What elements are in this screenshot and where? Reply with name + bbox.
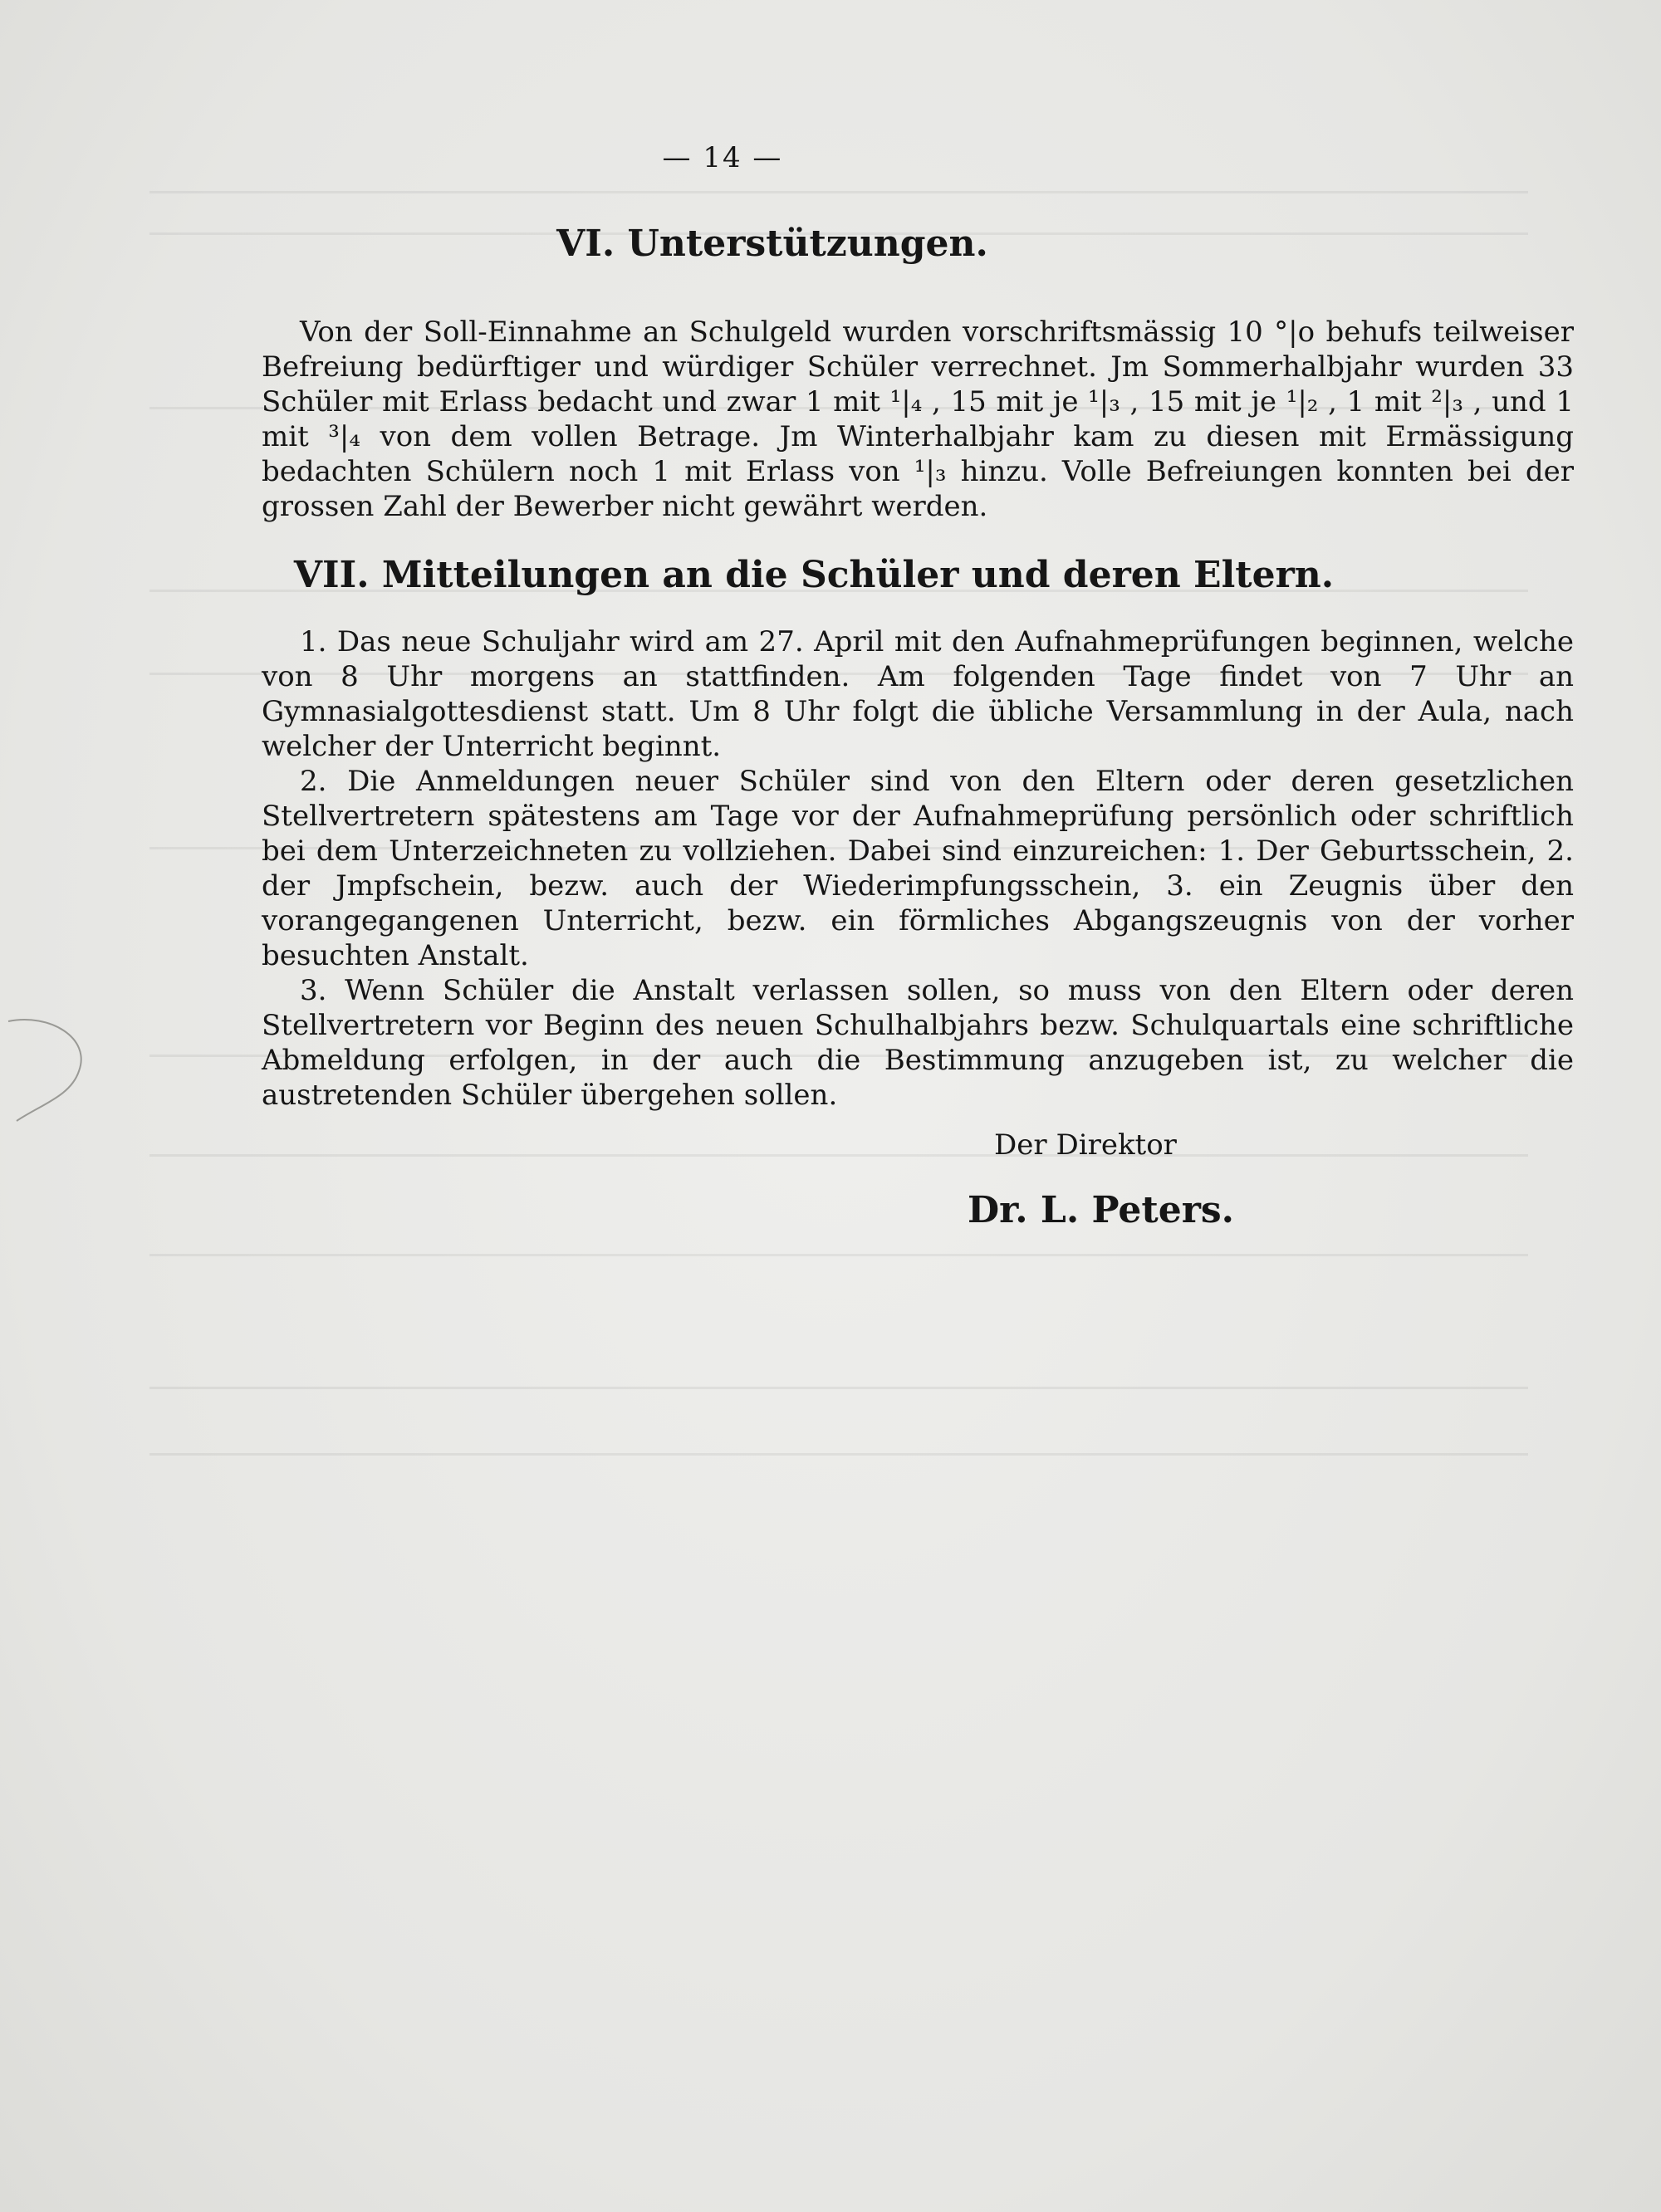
notice-item-3: 3. Wenn Schüler die Anstalt verlassen sollen, so muss von den Eltern oder deren Stellvertretern vor Beginn des neuen Schulhalbjahrs bezw. Schulquartals eine schriftliche Abmeldung erfolgen, in der auch die Bestimmung anzugeben ist, zu welcher die austretenden Schüler übergehen sollen. [262, 974, 1574, 1112]
notice-item-1: 1. Das neue Schuljahr wird am 27. April mit den Aufnahmeprüfungen beginnen, welche von 8 Uhr morgens an stattfinden. Am folgenden Tage findet von 7 Uhr an Gymnasialgottesdienst statt. Um 8 Uhr folgt die übliche Versammlung in der Aula, nach welcher der Unterricht beginnt. [262, 625, 1574, 763]
page-content [262, 141, 1574, 1231]
notice-item-2: 2. Die Anmeldungen neuer Schüler sind von den Eltern oder deren gesetzlichen Stellvertretern spätestens am Tage vor der Aufnahmeprüfung persönlich oder schriftlich bei dem Unterzeichneten zu vollziehen. Dabei sind einzureichen: 1. Der Geburtsschein, 2. der Jmpfschein, bezw. auch der Wiederimpfungsschein, 3. ein Zeugnis über den vorangegangenen Unterricht, bezw. ein förmliches Abgangszeugnis von der vorher besuchten Anstalt. [262, 765, 1574, 972]
page-number: — 14 — [662, 141, 783, 174]
section-vi-text: Von der Soll-Einnahme an Schulgeld wurden vorschriftsmässig 10 °|o behufs teilweiser Befreiung bedürftiger und würdiger Schüler verrechnet. Jm Sommerhalbjahr wurden 33 Schüler mit Erlass bedacht und zwar 1 mit ¹|₄ , 15 mit je ¹|₃ , 15 mit je ¹|₂ , 1 mit ²|₃ , und 1 mit ³|₄ von dem vollen Betrage. Jm Winterhalbjahr kam zu diesen mit Ermässigung bedachten Schülern noch 1 mit Erlass von ¹|₃ hinzu. Volle Befreiungen konnten bei der grossen Zahl der Bewerber nicht gewährt werden. [262, 316, 1574, 523]
signature-name: Dr. L. Peters. [968, 1189, 1234, 1231]
section-vii-heading: VII. Mitteilungen an die Schüler und deren Eltern. [293, 554, 1335, 596]
margin-scribble-icon [0, 1005, 100, 1129]
signoff-title: Der Direktor [994, 1128, 1177, 1162]
section-vi-heading: VI. Unterstützungen. [556, 223, 988, 265]
